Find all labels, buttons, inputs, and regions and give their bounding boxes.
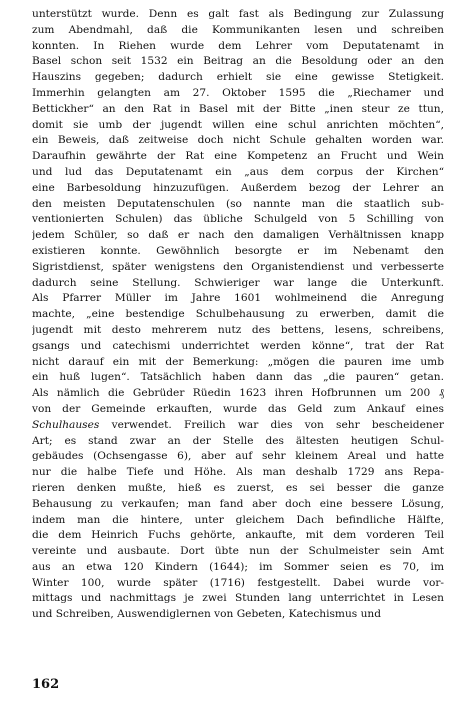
text-line: gebäudes (Ochsengasse 6), aber auf sehr kleinem Areal und hatte <box>32 450 444 463</box>
text-line: konnten. In Riehen wurde dem Lehrer vom Deputatenamt in <box>32 39 444 52</box>
text-line: Als Pfarrer Müller im Jahre 1601 wohlmeinend die Anregung <box>32 292 444 305</box>
text-line: existieren konnte. Gewöhnlich besorgte er im Nebenamt den <box>32 244 444 257</box>
text-line: mittags und nachmittags je zwei Stunden lang unterrichtet in Lesen <box>32 592 444 605</box>
text-line: Als nämlich die Gebrüder Rüedin 1623 ihren Hofbrunnen um 200 ₰ <box>32 387 444 400</box>
text-line: die dem Heinrich Fuchs gehörte, ankaufte, mit dem vorderen Teil <box>32 529 444 542</box>
text-line: ein huß lugen“. Tatsächlich haben dann das „die pauren“ getan. <box>32 371 444 384</box>
text-line: zum Abendmahl, daß die Kommunikanten lesen und schreiben <box>32 23 444 36</box>
text-line: Bettickher“ an den Rat in Basel mit der Bitte „inen steur ze ttun, <box>32 102 444 115</box>
text-line: machte, „eine bestendige Schulbehausung zu erwerben, damit die <box>32 308 444 321</box>
text-line: ein Beweis, daß zeitweise doch nicht Schule gehalten worden war. <box>32 134 444 147</box>
text-line: nicht darauf ein mit der Bemerkung: „mögen die pauren ime umb <box>32 355 444 368</box>
text-line: eine Barbesoldung hinzuzufügen. Außerdem bezog der Lehrer an <box>32 181 444 194</box>
text-line: indem man die hintere, unter gleichem Dach befindliche Hälfte, <box>32 513 444 526</box>
text-line: aus an etwa 120 Kindern (1644); im Sommer seien es 70, im <box>32 560 444 573</box>
text-line: unterstützt wurde. Denn es galt fast als Bedingung zur Zulassung <box>32 8 444 20</box>
text-line: Winter 100, wurde später (1716) festgestellt. Dabei wurde vor- <box>32 576 444 589</box>
text-line: Sigristdienst, später wenigstens den Organistendienst und verbesserte <box>32 260 444 273</box>
text-line: Behausung zu verkaufen; man fand aber doch eine bessere Lösung, <box>32 497 444 510</box>
text-line: dadurch seine Stellung. Schwieriger war lange die Unterkunft. <box>32 276 444 289</box>
text-line: Schulhauses verwendet. Freilich war dies von sehr bescheidener <box>32 418 444 431</box>
text-line: nur die halbe Tiefe und Höhe. Als man deshalb 1729 ans Repa- <box>32 466 444 479</box>
text-line: rieren denken mußte, hieß es zuerst, es sei besser die ganze <box>32 481 444 494</box>
text-line: domit sie umb der jugendt willen eine schul anrichten möchten“, <box>32 118 444 131</box>
page-body <box>32 7 444 623</box>
italic-word: Schulhauses <box>32 418 100 431</box>
text-line: und lud das Deputatenamt ein „aus dem corpus der Kirchen“ <box>32 165 444 178</box>
text-line: jugendt mit desto mehrerem nutz des bettens, lesens, schreibens, <box>32 323 444 336</box>
text-line: vereinte und ausbaute. Dort übte nun der Schulmeister sein Amt <box>32 545 444 558</box>
text-line: Basel schon seit 1532 ein Beitrag an die Besoldung oder an den <box>32 55 444 68</box>
text-line: Daraufhin gewährte der Rat eine Kompetenz an Frucht und Wein <box>32 150 444 163</box>
text-line: und Schreiben, Auswendiglernen von Gebeten, Katechismus und <box>32 608 382 621</box>
text-line: von der Gemeinde erkauften, wurde das Geld zum Ankauf eines <box>32 402 444 415</box>
text-line: jedem Schüler, so daß er nach den damaligen Verhältnissen knapp <box>32 229 444 242</box>
text-line: Immerhin gelangten am 27. Oktober 1595 die „Riechamer und <box>32 86 444 99</box>
text-line: gsangs und catechismi underrichtet werden könne“, trat der Rat <box>32 339 444 352</box>
page-number: 162 <box>32 677 60 692</box>
text-line: Hauszins gegeben; dadurch erhielt sie eine gewisse Stetigkeit. <box>32 71 444 84</box>
text-line: ventionierten Schulen) das übliche Schulgeld von 5 Schilling von <box>32 213 444 226</box>
text-line: den meisten Deputatenschulen (so nannte man die staatlich sub- <box>32 197 444 210</box>
text-line: Art; es stand zwar an der Stelle des ältesten heutigen Schul- <box>32 434 444 447</box>
